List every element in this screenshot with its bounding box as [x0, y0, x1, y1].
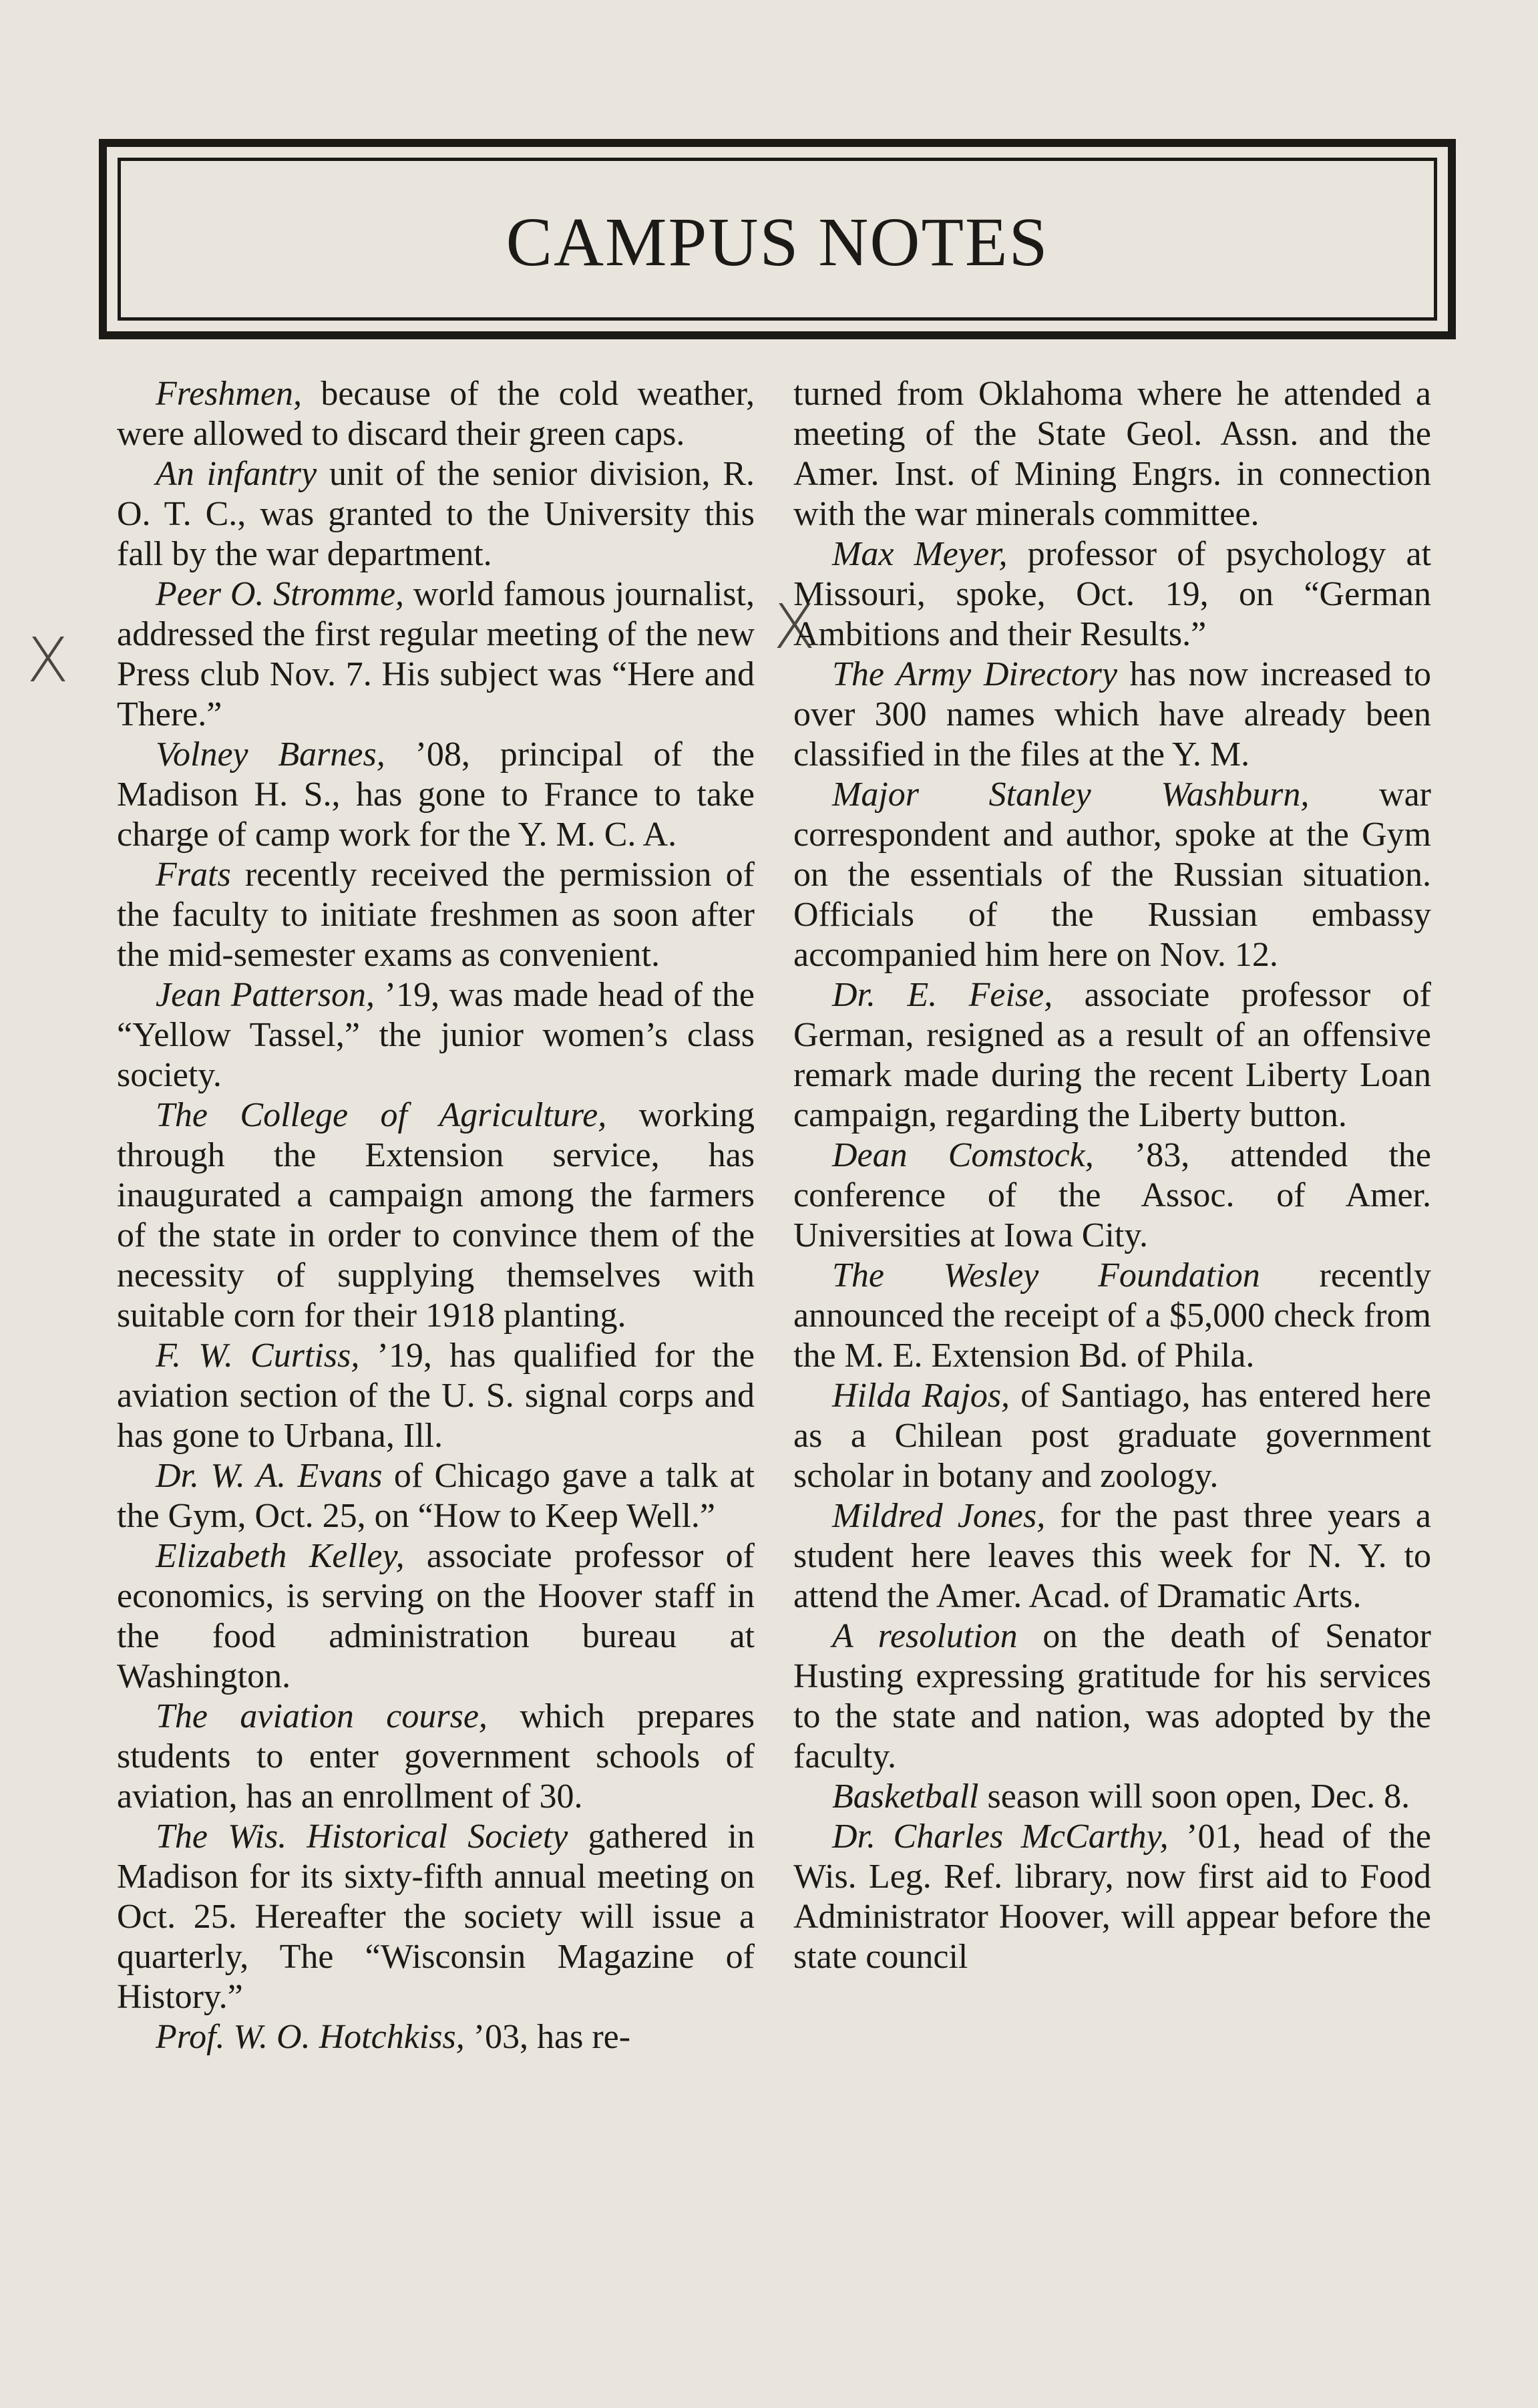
news-item-text: professor of psychology at Missouri, spoke, Oct. 19, on “German Ambitions and their Results.” — [793, 535, 1432, 653]
news-item-lead: A resolution — [832, 1617, 1018, 1655]
news-item-lead: Freshmen, — [156, 375, 303, 413]
news-item-text: working through the Extension service, has inaugurated a campaign among the farmers of the state in order to convince them of the necessity of supplying themselves with suitable corn for their 1918 planting. — [117, 1096, 755, 1335]
news-item-text: ’08, principal of the Madison H. S., has gone to France to take charge of camp work for the Y. M. C. A. — [117, 735, 755, 854]
news-item-lead: The aviation course, — [156, 1697, 488, 1735]
news-item — [117, 574, 755, 735]
news-item — [793, 1376, 1431, 1496]
news-item-text: war correspondent and author, spoke at the Gym on the essentials of the Russian situation. Officials of the Russian embassy accompanied him here on Nov. 12. — [793, 776, 1431, 974]
news-item — [793, 1817, 1431, 1977]
news-item-text: of Chicago gave a talk at the Gym, Oct. 25, on “How to Keep Well.” — [117, 1457, 755, 1535]
news-item-lead: Major Stanley Washburn, — [832, 776, 1310, 814]
news-item-text: recently received the permission of the faculty to initiate freshmen as soon after the mid-semester exams as convenient. — [117, 856, 755, 974]
news-item — [117, 1817, 755, 2017]
news-item-lead: Hilda Rajos, — [832, 1377, 1010, 1415]
news-item — [793, 775, 1431, 975]
news-item — [793, 374, 1431, 534]
news-item-lead: Dr. Charles McCarthy, — [832, 1818, 1169, 1856]
news-item-text: world famous journalist, addressed the first regular meeting of the new Press club Nov. 7. His subject was “Here and There.” — [117, 575, 755, 733]
news-item-lead: Prof. W. O. Hotchkiss, — [156, 2018, 465, 2056]
handwritten-x-mark-right: X — [773, 591, 816, 663]
news-item-text: of Santiago, has entered here as a Chilean post graduate government scholar in botany and zoology. — [793, 1377, 1431, 1495]
news-item-lead: Max Meyer, — [832, 535, 1008, 573]
news-item-text: ’03, has re- — [464, 2018, 631, 2056]
right-column — [793, 374, 1431, 1977]
news-item-text: ’19, has qualified for the aviation section of the U. S. signal corps and has gone to Urbana, Ill. — [117, 1337, 755, 1455]
news-item-text: has now increased to over 300 names which have already been classified in the files at the Y. M. — [793, 655, 1431, 773]
news-item — [793, 534, 1431, 655]
news-item — [117, 975, 755, 1095]
news-item-lead: The Army Directory — [832, 655, 1118, 693]
news-item-lead: Dr. E. Feise, — [832, 976, 1053, 1014]
news-item-text: ’01, head of the Wis. Leg. Ref. library, now first aid to Food Administrator Hoover, will appear before the state council — [793, 1818, 1431, 1976]
news-item — [793, 1777, 1431, 1817]
news-item-text: season will soon open, Dec. 8. — [978, 1777, 1410, 1816]
news-item-lead: Frats — [156, 856, 231, 894]
news-item-text: ’83, attended the conference of the Assoc. of Amer. Universities at Iowa City. — [793, 1136, 1431, 1254]
news-item — [793, 1616, 1431, 1777]
news-item-text: unit of the senior division, R. O. T. C., was granted to the University this fall by the war department. — [117, 455, 755, 573]
news-item-lead: Mildred Jones, — [832, 1497, 1046, 1535]
news-item-text: for the past three years a student here leaves this week for N. Y. to attend the Amer. Acad. of Dramatic Arts. — [793, 1497, 1432, 1615]
news-item — [793, 1136, 1431, 1256]
news-item — [117, 1456, 755, 1536]
news-item — [117, 454, 755, 574]
news-item — [117, 1095, 755, 1336]
news-item-text: ’19, was made head of the “Yellow Tassel,” the junior women’s class society. — [117, 976, 755, 1094]
news-item — [117, 1336, 755, 1456]
news-item-text: which prepares students to enter government schools of aviation, has an enrollment of 30. — [117, 1697, 755, 1816]
news-item-text: on the death of Senator Husting expressing gratitude for his services to the state and nation, was adopted by the faculty. — [793, 1617, 1431, 1775]
news-item — [793, 1256, 1431, 1376]
news-item-lead: The Wis. Historical Society — [156, 1818, 568, 1856]
news-item-lead: Volney Barnes, — [156, 735, 385, 773]
news-item — [117, 2017, 755, 2057]
news-item-lead: An infantry — [156, 455, 317, 493]
news-item — [117, 1697, 755, 1817]
news-item-lead: Peer O. Stromme, — [156, 575, 405, 613]
news-item-text: gathered in Madison for its sixty-fifth annual meeting on Oct. 25. Hereafter the society will issue a quarterly, The “Wisconsin Magazine of History.” — [117, 1818, 755, 2016]
page-title: CAMPUS NOTES — [506, 203, 1049, 281]
news-item-lead: The College of Agriculture, — [156, 1096, 607, 1134]
news-item — [117, 1536, 755, 1697]
news-item — [793, 655, 1431, 775]
left-column — [117, 374, 755, 2057]
news-item-lead: Dean Comstock, — [832, 1136, 1094, 1174]
news-item-lead: F. W. Curtiss, — [156, 1337, 360, 1375]
handwritten-x-mark-left: X — [27, 625, 69, 696]
news-item-lead: Elizabeth Kelley, — [156, 1537, 405, 1575]
news-item-lead: The Wesley Foundation — [832, 1256, 1260, 1295]
news-item — [117, 374, 755, 454]
news-item-text: because of the cold weather, were allowed to discard their green caps. — [117, 375, 755, 453]
news-item-text: associate professor of economics, is serving on the Hoover staff in the food administration bureau at Washington. — [117, 1537, 755, 1695]
news-item — [793, 1496, 1431, 1616]
news-item — [793, 975, 1431, 1136]
news-item-lead: Jean Patterson, — [156, 976, 375, 1014]
news-item — [117, 855, 755, 975]
news-item-text: recently announced the receipt of a $5,000 check from the M. E. Extension Bd. of Phila. — [793, 1256, 1432, 1375]
news-item-text: turned from Oklahoma where he attended a meeting of the State Geol. Assn. and the Amer. Inst. of Mining Engrs. in connection with the war minerals committee. — [793, 375, 1431, 533]
news-item-lead: Basketball — [832, 1777, 979, 1816]
news-item-text: associate professor of German, resigned as a result of an offensive remark made during the recent Liberty Loan campaign, regarding the Liberty button. — [793, 976, 1431, 1134]
header-frame — [99, 139, 1456, 339]
news-item-lead: Dr. W. A. Evans — [156, 1457, 383, 1495]
news-item — [117, 735, 755, 855]
header-inner-frame — [118, 158, 1437, 321]
